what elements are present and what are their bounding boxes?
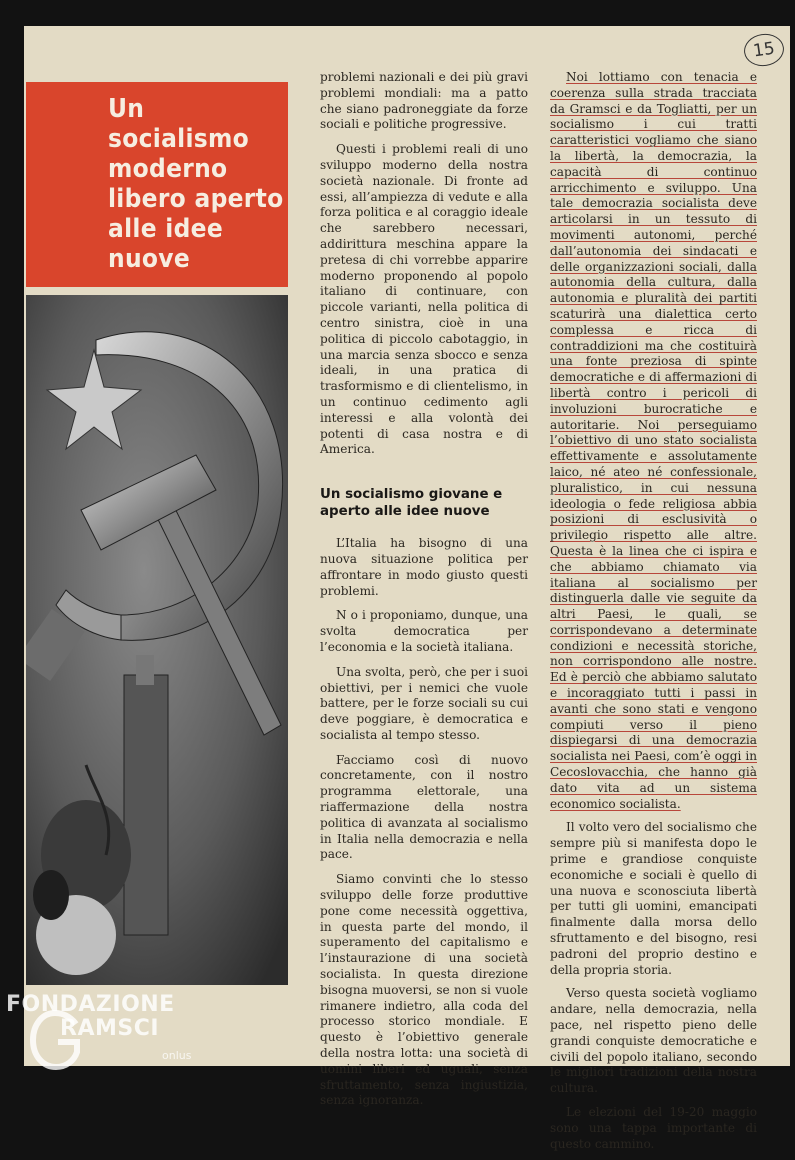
- paragraph: Siamo convinti che lo stesso sviluppo delle forze produttive pone come necessità oggettiva, in questa parte del mondo, il superamento del capitalismo e l’instaurazione di una società socialista. In questa direzione bisogna muoversi, se non si vuole rimanere indietro, alla coda del processo storico mondiale. E questo è l’obiettivo generale della nostra lotta: una società di uomini liberi ed uguali, senza sfruttamento, senza ingiustizia, senza ignoranza.: [320, 872, 528, 1108]
- paragraph: problemi nazionali e dei più gravi problemi mondiali: ma a patto che siano padroneggiate da forze sociali e politiche progressive.: [320, 70, 528, 132]
- title-banner: [26, 82, 288, 287]
- paragraph: Verso questa società vogliamo andare, nella democrazia, nella pace, nel rispetto pieno delle grandi conquiste democratiche e civili del popolo italiano, secondo le migliori tradizioni della nostra cultura.: [550, 986, 757, 1096]
- article-column-right: [550, 70, 757, 1160]
- underlined-paragraph: Noi lottiamo con tenacia e coerenza sulla strada tracciata da Gramsci e da Togliatti, per un socialismo i cui tratti caratteristici vogliamo che siano la libertà, la democrazia, la capacità di continuo arricchimento e sviluppo. Una tale democrazia socialista deve articolarsi in un tessuto di movimenti autonomi, perché dall’autonomia dei sindacati e delle organizzazioni sociali, dalla autonomia della cultura, dalla autonomia e pluralità dei partiti scaturirà una dialettica certo complessa e ricca di contraddizioni ma che costituirà una fonte preziosa di spinte democratiche e di affermazioni di libertà contro i pericoli di involuzioni burocratiche e autoritarie. Noi perseguiamo l’obiettivo di uno stato socialista effettivamente e assolutamente laico, né ateo né confessionale, pluralistico, in cui nessuna ideologia o fede religiosa abbia posizioni di esclusività o privilegio rispetto alle altre. Questa è la linea che ci ispira e che abbiamo chiamato via italiana al socialismo per distinguerla dalle vie seguite da altri Paesi, le quali, se corrispondevano a determinate condizioni e necessità storiche, non corrispondono alle nostre. Ed è perciò che abbiamo salutato e incoraggiato tutti i passi in avanti che sono stati e vengono compiuti verso il pieno dispiegarsi di una democrazia socialista nei Paesi, com’è oggi in Cecoslovacchia, che hanno già dato vita ad un sistema economico socialista.: [550, 70, 757, 811]
- page-number: 15: [742, 31, 786, 68]
- paragraph: Una svolta, però, che per i suoi obiettivi, per i nemici che vuole battere, per le forze sociali su cui deve poggiare, è democratica e socialista al tempo stesso.: [320, 664, 528, 742]
- banner-title: Un socialismo moderno libero aperto alle idee nuove: [108, 94, 284, 274]
- paragraph: Facciamo così di nuovo concretamente, con il nostro programma elettorale, una riaffermazione della nostra politica di avanzata al socialismo in Italia nella democrazia e nella pace.: [320, 752, 528, 862]
- paragraph: Il volto vero del socialismo che sempre più si manifesta dopo le prime e grandiose conquiste economiche e sociali è quello di una nuova e sconosciuta libertà per tutti gli uomini, emancipati finalmente dalla morsa dello sfruttamento e del bisogno, resi padroni del proprio destino e della propria storia.: [550, 820, 757, 977]
- paragraph: Le elezioni del 19-20 maggio sono una tappa importante di questo cammino.: [550, 1105, 757, 1151]
- hammer-sickle-photo: [26, 295, 288, 985]
- paragraph: L’Italia ha bisogno di una nuova situazione politica per affrontare in modo giusto questi problemi.: [320, 536, 528, 598]
- watermark-line-2: RAMSCI: [60, 1016, 160, 1041]
- hammer-sickle-star-icon: [26, 295, 288, 985]
- article-column-middle: [320, 70, 528, 1118]
- paragraph: N o i proponiamo, dunque, una svolta democratica per l’economia e la società italiana.: [320, 608, 528, 654]
- watermark-line-3: onlus: [162, 1049, 192, 1062]
- watermark-line-1: FONDAZIONE: [6, 992, 175, 1017]
- section-subheading: Un socialismo giovane e aperto alle idee nuove: [320, 487, 503, 520]
- paragraph: Questi i problemi reali di uno sviluppo moderno della nostra società nazionale. Di fronte ad essi, all’ampiezza di vedute e alla forza politica e al coraggio ideale che sarebbero necessari, addirittura meschina appare la pretesa di chi vorrebbe apparire moderno proponendo al popolo italiano di continuare, con piccole varianti, nella politica di centro sinistra, cioè in una politica di piccolo cabotaggio, in una marcia senza sbocco e senza ideali, in una pratica di trasformismo e di clientelismo, in un continuo cedimento agli interessi e alla volontà dei potenti di casa nostra e di America.: [320, 142, 528, 457]
